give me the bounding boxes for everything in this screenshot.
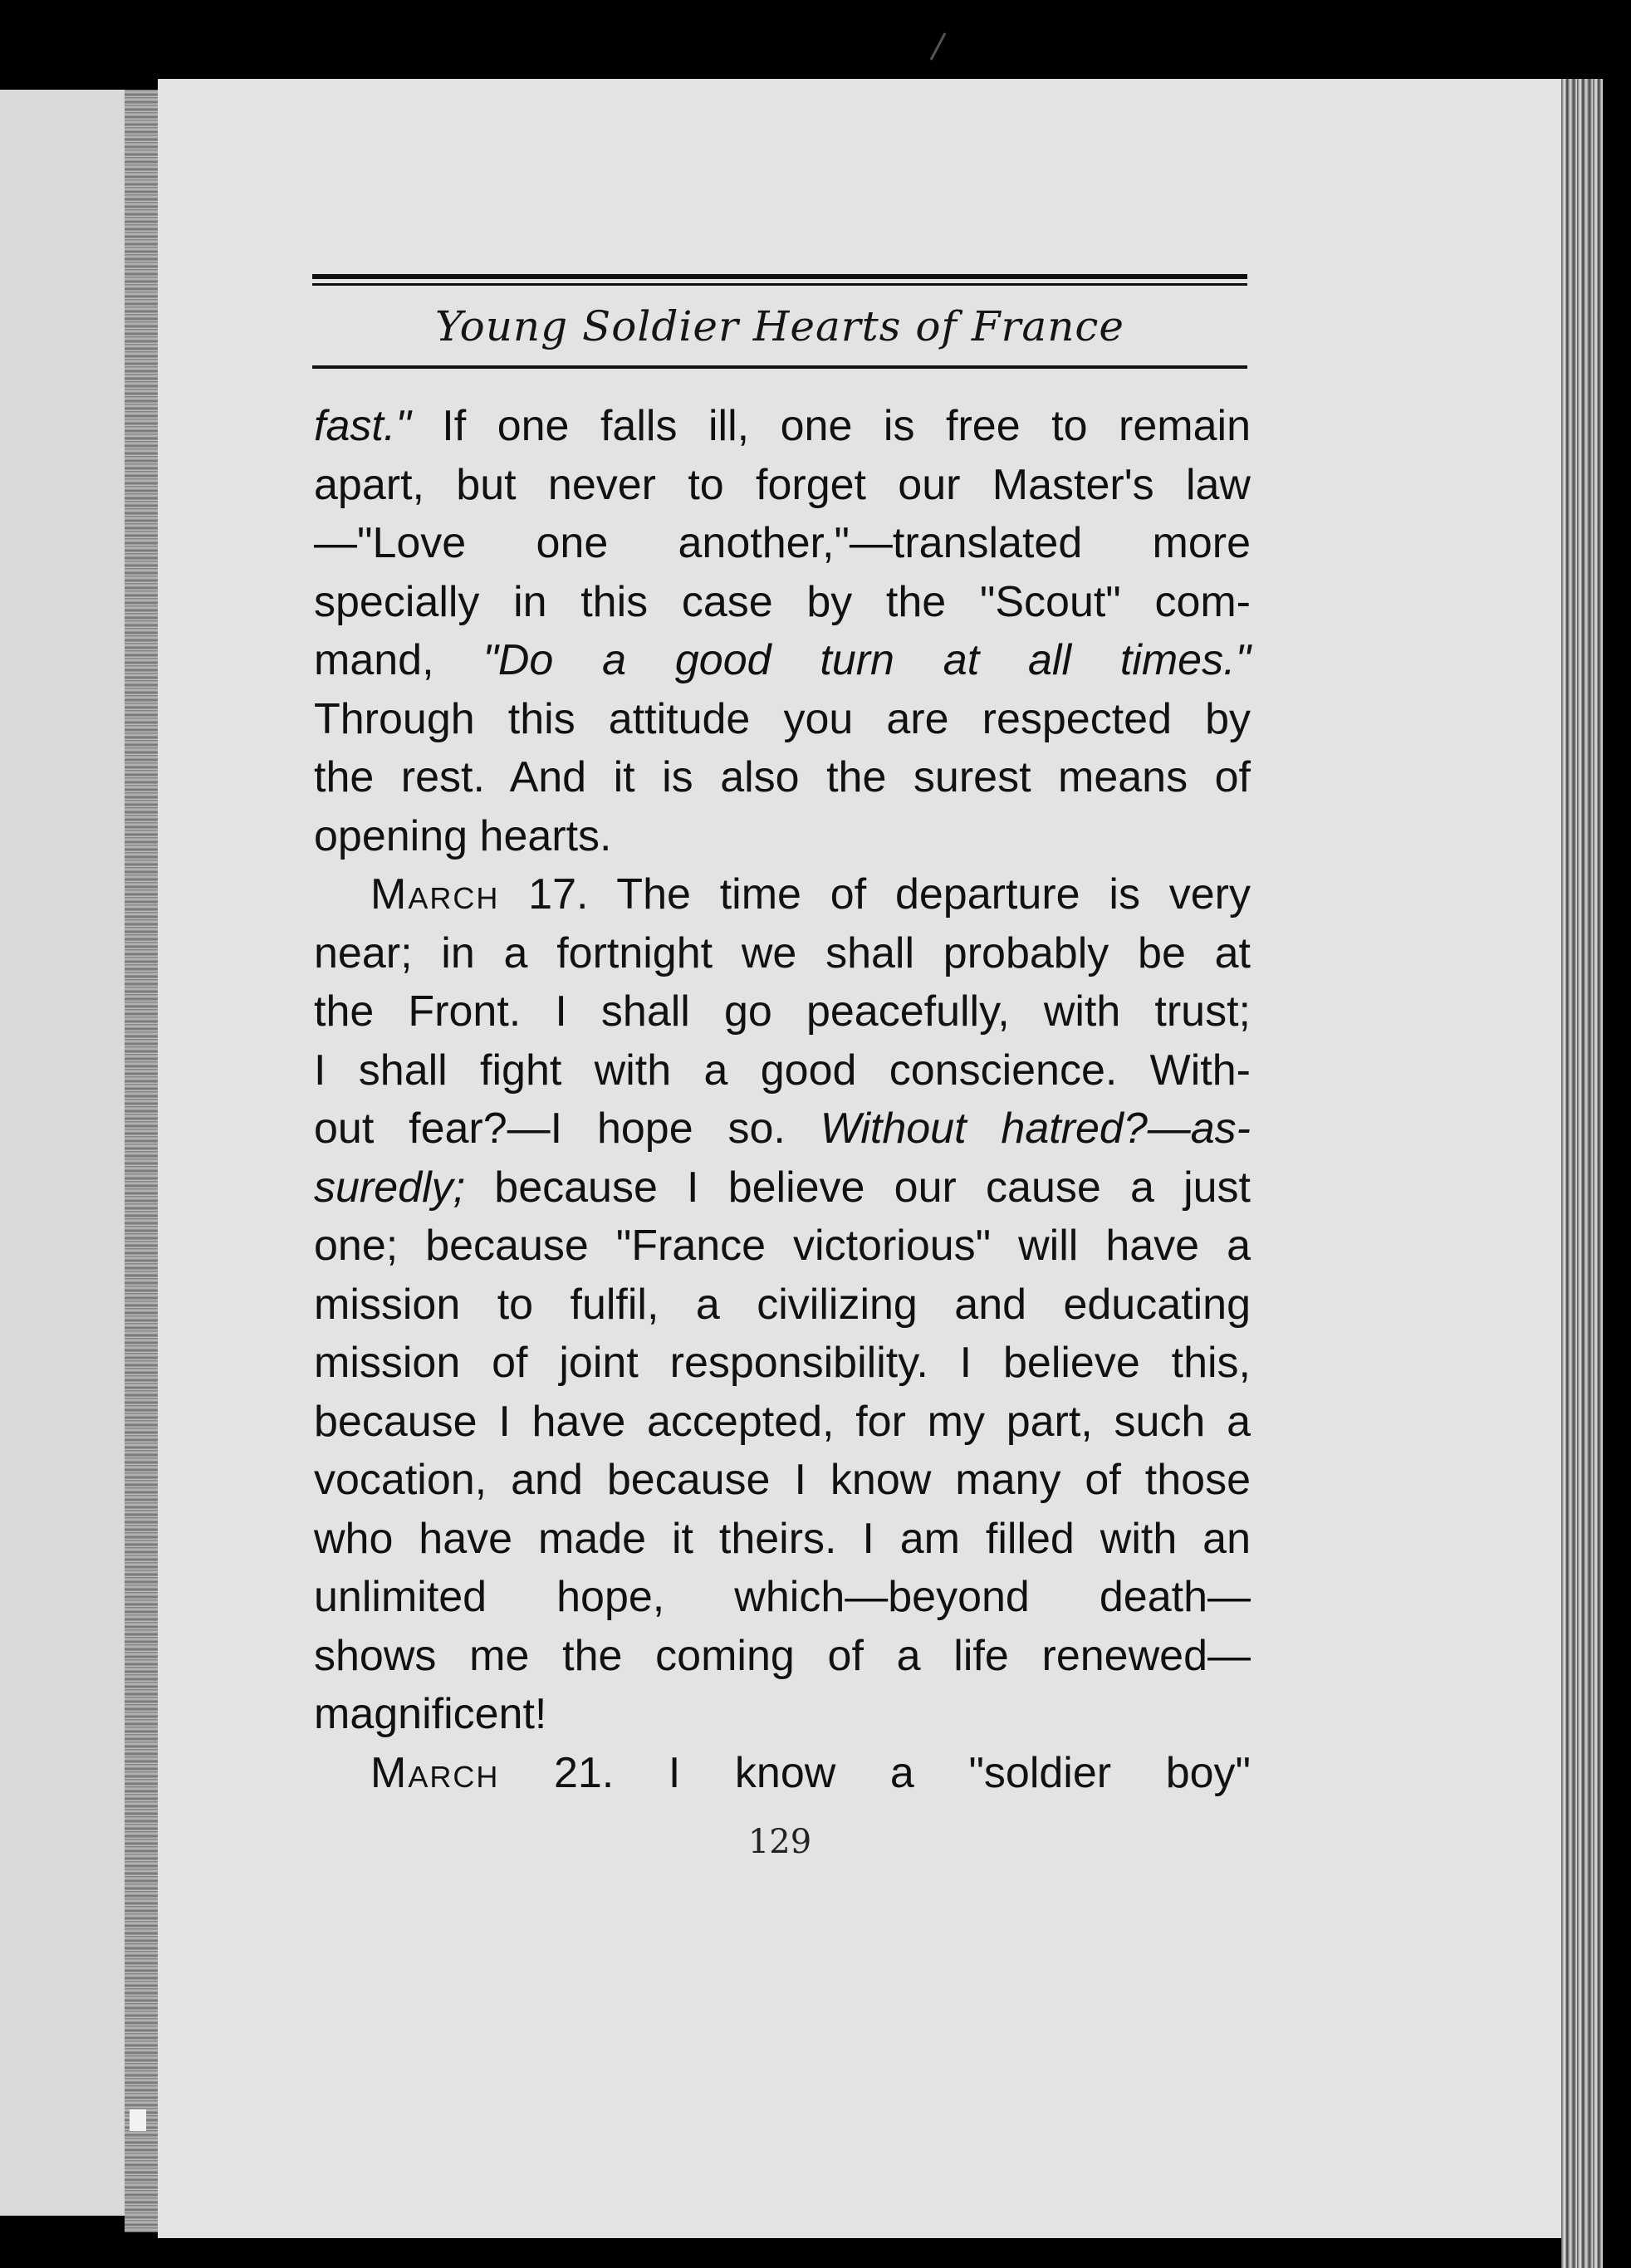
page-body-text <box>314 397 1251 1802</box>
text-line: shows me the coming of a life renewed— <box>314 1631 1251 1680</box>
text-line: mission of joint responsibility. I believe this, <box>314 1339 1251 1387</box>
header-rule-thin <box>312 283 1247 286</box>
text-line: out fear?—I hope so. Without hatred?—as- <box>314 1105 1251 1153</box>
diary-entry-heading-line: March 21. I know a "soldier boy" <box>370 1748 1251 1797</box>
scan-artifact-mark <box>930 32 947 60</box>
header-under-rule <box>312 365 1247 369</box>
text-line: mission to fulfil, a civilizing and educating <box>314 1280 1251 1329</box>
text-line: because I have accepted, for my part, such a <box>314 1397 1251 1446</box>
book-gutter <box>125 90 158 2232</box>
running-head: Young Soldier Hearts of France <box>434 302 1125 350</box>
text-line: one; because "France victorious" will have a <box>314 1222 1251 1270</box>
text-line: fast." If one falls ill, one is free to remain <box>314 402 1251 450</box>
text-line: mand, "Do a good turn at all times." <box>314 636 1251 684</box>
text-line: —"Love one another,"—translated more <box>314 519 1251 567</box>
text-line: specially in this case by the "Scout" com- <box>314 577 1251 626</box>
text-line: apart, but never to forget our Master's law <box>314 460 1251 509</box>
text-line: suredly; because I believe our cause a just <box>314 1163 1251 1212</box>
text-line: near; in a fortnight we shall probably be at <box>314 928 1251 977</box>
text-line: who have made it theirs. I am filled with an <box>314 1514 1251 1563</box>
text-line: I shall fight with a good conscience. With- <box>314 1046 1251 1095</box>
gutter-mark <box>130 2109 146 2131</box>
text-line: unlimited hope, which—beyond death— <box>314 1573 1251 1621</box>
text-line: opening hearts. <box>314 811 612 860</box>
facing-page-edge <box>0 90 126 2216</box>
diary-entry-heading-line: March 17. The time of departure is very <box>370 870 1251 918</box>
header-under-rule-line <box>312 365 1247 369</box>
text-line: the rest. And it is also the surest means of <box>314 753 1251 801</box>
header-double-rule <box>312 274 1247 286</box>
text-line: magnificent! <box>314 1690 547 1738</box>
page-stack-edge <box>1561 79 1603 2268</box>
page-number: 129 <box>747 1823 812 1861</box>
text-line: the Front. I shall go peacefully, with trust; <box>314 987 1251 1036</box>
text-line: Through this attitude you are respected by <box>314 694 1251 743</box>
text-line: vocation, and because I know many of those <box>314 1456 1251 1504</box>
